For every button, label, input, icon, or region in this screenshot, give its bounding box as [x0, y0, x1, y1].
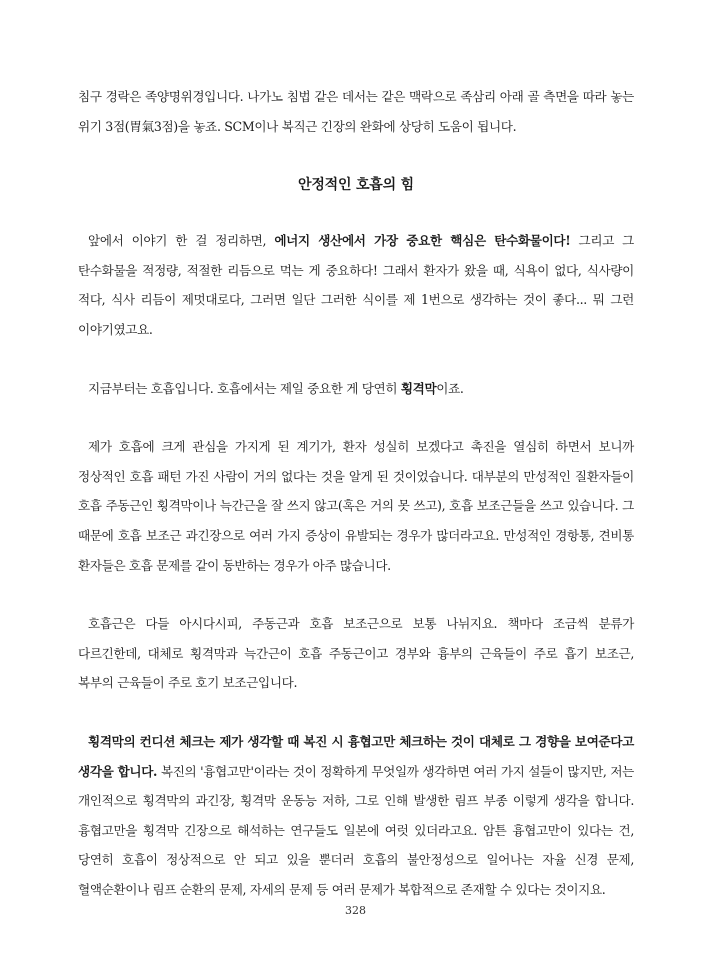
paragraph-respiratory-muscles	[78, 609, 634, 698]
paragraph-breathing-patterns	[78, 432, 634, 580]
paragraph-text: 침구 경락은 족양명위경입니다. 나가노 침법 같은 데서는 같은 맥락으로 족삼리 아래 골 측면을 따라 놓는 위기 3점(胃氣3점)을 놓죠. SCM이나 복직근 긴장의 완화에 상당히 도움이 됩니다.	[78, 89, 634, 134]
page-number: 328	[345, 904, 366, 917]
paragraph-text: 앞에서 이야기 한 걸 정리하면,	[88, 233, 275, 249]
paragraph-text: 이죠.	[436, 380, 464, 396]
paragraph-acupuncture-meridian	[78, 82, 634, 141]
emphasis-text: 횡격막	[400, 380, 437, 396]
paragraph-diaphragm-check	[78, 727, 634, 905]
paragraph-breathing-intro	[78, 374, 634, 404]
emphasis-text: 에너지 생산에서 가장 중요한 핵심은 탄수화물이다!	[274, 233, 571, 249]
paragraph-text: 제가 호흡에 크게 관심을 가지게 된 계기가, 환자 성실히 보겠다고 촉진을 열심히 하면서 보니까 정상적인 호흡 패턴 가진 사람이 거의 없다는 것을 알게 된 것이었습니다. 대부분의 만성적인 질환자들이 호흡 주동근인 횡격막이나 늑간근을 잘 쓰지 않고(혹은 거의 못 쓰고), 호흡 보조근들을 쓰고 있습니다. 그 때문에 호흡 보조근 과긴장으로 여러 가지 증상이 유발되는 경우가 많더라고요. 만성적인 경항통, 견비통 환자들은 호흡 문제를 같이 동반하는 경우가 아주 많습니다.	[78, 439, 634, 573]
paragraph-text: 지금부터는 호흡입니다. 호흡에서는 제일 중요한 게 당연히	[88, 380, 401, 396]
paragraph-text: 그리고 그 탄수화물을 적정량, 적절한 리듬으로 먹는 게 중요하다! 그래서 환자가 왔을 때, 식욕이 없다, 식사량이 적다, 식사 리듬이 제멋대로다, 그러면 일단 그러한 식이를 제 1번으로 생각하는 것이 좋다... 뭐 그런 이야기였고요.	[78, 233, 634, 337]
paragraph-summary	[78, 226, 634, 344]
document-page	[78, 82, 634, 904]
paragraph-text: 복진의 '흉협고만'이라는 것이 정확하게 무엇일까 생각하면 여러 가지 설들이 많지만, 저는 개인적으로 횡격막의 과긴장, 횡격막 운동능 저하, 그로 인해 발생한 림프 부종 이렇게 생각을 합니다. 흉협고만을 횡격막 긴장으로 해석하는 연구들도 일본에 여럿 있더라고요. 암튼 흉협고만이 있다는 건, 당연히 호흡이 정상적으로 안 되고 있을 뿐더러 호흡의 불안정성으로 일어나는 자율 신경 문제, 혈액순환이나 림프 순환의 문제, 자세의 문제 등 여러 문제가 복합적으로 존재할 수 있다는 것이지요.	[78, 763, 634, 897]
paragraph-text: 호흡근은 다들 아시다시피, 주동근과 호흡 보조근으로 보통 나뉘지요. 책마다 조금씩 분류가 다르긴한데, 대체로 횡격막과 늑간근이 호흡 주동근이고 경부와 흉부의 근육들이 주로 흡기 보조근, 복부의 근육들이 주로 호기 보조근입니다.	[78, 616, 634, 691]
emphasis-text: 횡격막의 컨디션 체크는 제가 생각할 때 복진 시 흉협고만 체크하는 것이 대체로 그 경향을 보여준다고 생각을 합니다.	[78, 733, 634, 779]
section-heading: 안정적인 호흡의 힘	[298, 177, 414, 194]
